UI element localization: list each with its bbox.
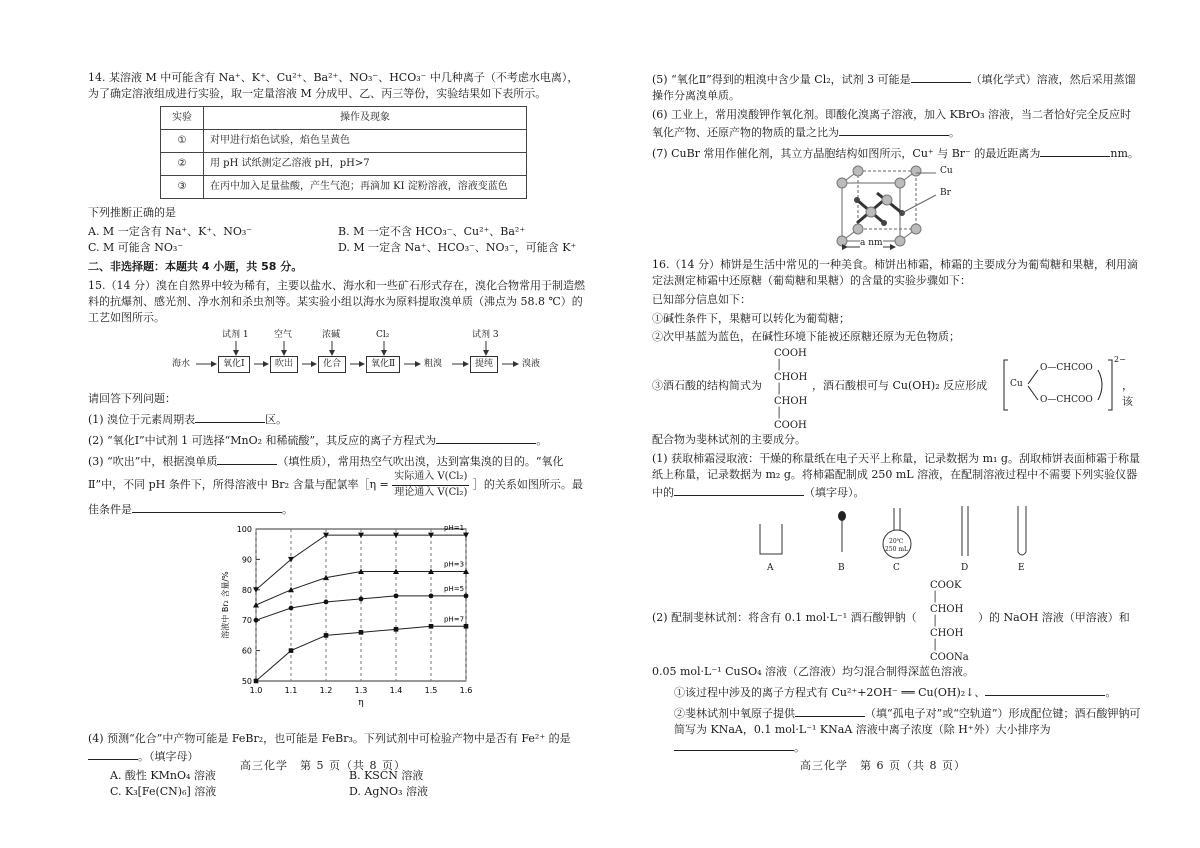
complex-charge: 2− (1114, 355, 1126, 365)
y-axis-label: 溶液中 Br₂ 含量/% (221, 571, 230, 639)
apparatus-a: A (767, 563, 774, 574)
table-header-row (161, 106, 527, 129)
bromine-chart (88, 521, 588, 731)
info-3 (652, 348, 1142, 432)
data-point (324, 633, 329, 638)
apparatus-b: B (838, 563, 845, 574)
section-title: 二、非选择题：本题共 4 小题，共 58 分。 (88, 259, 303, 273)
data-point (254, 618, 259, 623)
table-cell: 对甲进行焰色试验，焰色呈黄色 (204, 129, 527, 152)
answer-blank[interactable] (985, 683, 1105, 696)
q16-part2-sub1-text: ①该过程中涉及的离子方程式有 Cu²⁺+2OH⁻ ══ Cu(OH)₂↓、 (674, 686, 986, 700)
group: CHOH (774, 396, 808, 408)
answer-blank[interactable] (911, 70, 971, 83)
answer-blank[interactable] (195, 410, 265, 423)
q15-part3-text3: ］的关系如图所示。最佳条件是 (88, 478, 583, 517)
q15-part6: (6) 工业上，常用溴酸钾作氧化剂。即酸化溴离子溶液，加入 KBrO₃ 溶液，当二者恰好完全反应时氧化产物、还原产物的物质的量之比为 。 (652, 107, 1132, 139)
q15-part3-text: (3) “吹出”中，根据溴单质 (88, 455, 218, 469)
group: COOK (930, 580, 962, 592)
flask-temp: 20℃ (889, 538, 904, 546)
q15-part7 (652, 144, 1142, 162)
complex-top: O—CHCOO (1040, 363, 1093, 374)
q16-part2-text: (2) 配制斐林试剂：将含有 0.1 mol·L⁻¹ 酒石酸钾钠（ (652, 611, 917, 625)
table-cell: ③ (161, 175, 204, 198)
flow-step-label: 粗溴 (424, 359, 443, 370)
y-tick-label: 100 (236, 525, 252, 535)
q15-part1-end: 区。 (265, 413, 288, 427)
label-br: Br (940, 187, 951, 198)
q15-part4-text: (4) 预测“化合”中产物可能是 FeBr₂，也可能是 FeBr₃。下列试剂中可检验产物中是否有 Fe²⁺ 的是 (88, 732, 571, 746)
x-tick-label: 1.4 (389, 686, 403, 696)
table-cell: 用 pH 试纸测定乙溶液 pH，pH>7 (204, 152, 527, 175)
q15-part5-text: (5) “氧化Ⅱ”得到的粗溴中含少量 Cl₂，试剂 3 可能是 (652, 73, 911, 86)
q16-part2-sub2-text: ②斐林试剂中氧原子提供 (674, 707, 795, 720)
q16-stem: 16.（14 分）柿饼是生活中常见的一种美食。柿饼出柿霜，柿霜的主要成分为葡萄糖和果糖，利用滴定法测定柿霜中还原糖（葡萄糖和果糖）的含量的实验步骤如下： (652, 257, 1138, 287)
flow-reagent: 试剂 3 (472, 330, 499, 341)
complex-bottom: O—CHCOO (1040, 395, 1093, 406)
q15-part5 (652, 70, 1142, 104)
flow-reagent: Cl₂ (376, 330, 390, 341)
y-tick-label: 80 (241, 585, 252, 595)
plot-frame (256, 529, 466, 681)
table-cell: 在丙中加入足量盐酸，产生气泡；再滴加 KI 淀粉溶液，溶液变蓝色 (204, 175, 527, 198)
label-edge: a nm (860, 237, 883, 250)
table-header: 操作及现象 (204, 106, 527, 129)
q14-stem: 14. 某溶液 M 中可能含有 Na⁺、K⁺、Cu²⁺、Ba²⁺、NO₃⁻、HCO₃⁻ 中几种离子（不考虑水电离），为了确定溶液组成进行实验，取一定量溶液 M 分成甲、乙、丙三等份，实验结果如下表所示。 (88, 71, 579, 100)
q15-ask: 请回答下列问题： (88, 392, 176, 406)
data-point (254, 679, 259, 684)
answer-blank[interactable] (436, 431, 536, 444)
answer-blank[interactable] (1040, 144, 1110, 157)
right-page (652, 70, 1142, 759)
x-tick-label: 1.6 (459, 686, 473, 696)
group: CHOH (930, 604, 964, 616)
group: CHOH (774, 372, 808, 384)
group: COOH (774, 348, 807, 360)
table-row (161, 175, 527, 198)
flow-reagent: 试剂 1 (222, 330, 249, 341)
q15-part2: (2) “氧化Ⅰ”中试剂 1 可选择“MnO₂ 和稀硫酸”，其反应的离子方程式为 。 (88, 431, 588, 449)
flow-step-box: 化合 (318, 356, 346, 373)
tartaric-acid-structure: COOH │ CHOH │ CHOH │ COOH (774, 348, 808, 432)
fraction-denominator: 理论通入 V(Cl₂) (394, 486, 468, 498)
q15-part6-text: (6) 工业上，常用溴酸钾作氧化剂。即酸化溴离子溶液，加入 KBrO₃ 溶液，当二者恰好完全反应时氧化产物、还原产物的物质的量之比为 (652, 107, 1132, 139)
flow-reagent: 空气 (274, 330, 293, 341)
fraction-numerator: 实际通入 V(Cl₂) (392, 470, 469, 486)
flow-step-box: 氧化Ⅰ (218, 356, 250, 373)
q15-part7-text: (7) CuBr 常用作催化剂，其立方晶胞结构如图所示，Cu⁺ 与 Br⁻ 的最近距离为 (652, 146, 1041, 160)
known-info-title: 已知部分信息如下： (652, 292, 751, 306)
complex-cu: Cu (1010, 379, 1023, 390)
process-flow-diagram (88, 329, 588, 387)
apparatus-row (652, 504, 1142, 578)
info-1: ①碱性条件下，果糖可以转化为葡萄糖； (652, 311, 850, 325)
series-label: pH=1 (444, 524, 465, 533)
x-tick-label: 1.2 (319, 686, 333, 696)
q14-ask: 下列推断正确的是 (88, 205, 176, 219)
y-tick-label: 50 (241, 677, 252, 687)
info-3-end: 配合物为斐林试剂的主要成分。 (652, 433, 806, 447)
option-d: D. M 一定含 Na⁺、HCO₃⁻、NO₃⁻，可能含 K⁺ (338, 240, 577, 254)
q15-stem: 15.（14 分）溴在自然界中较为稀有，主要以盐水、海水和一些矿石形式存在，溴化合物常用于制造燃料的抗爆剂、感光剂、净水剂和杀虫剂等。某实验小组以海水为原料提取溴单质（沸点为 58.8 ℃）的工艺如图所示。 (88, 278, 585, 324)
flow-step-box: 提纯 (470, 356, 498, 373)
q16-part1 (652, 451, 1142, 501)
data-point (429, 594, 434, 599)
flow-step-box: 氧化Ⅱ (366, 356, 400, 373)
option-d: D. AgNO₃ 溶液 (349, 784, 428, 798)
info-3-text3: ，该 (1122, 379, 1133, 409)
data-point (359, 630, 364, 635)
series-label: pH=3 (444, 560, 465, 569)
option-c: C. M 可能含 NO₃⁻ (88, 240, 184, 254)
apparatus-d: D (961, 563, 969, 574)
info-3-text: ③酒石酸的结构简式为 (652, 379, 762, 393)
q15-part5-end: （填化学式）溶液，然后采用蒸馏操作分离溴单质。 (652, 73, 1136, 102)
data-point (253, 602, 259, 608)
group: COOH (774, 420, 807, 432)
answer-blank[interactable] (88, 747, 138, 760)
data-point (394, 627, 399, 632)
info-3-text2: ，酒石酸根可与 Cu(OH)₂ 反应形成 (812, 379, 988, 393)
group: CHOH (930, 628, 964, 640)
x-tick-label: 1.3 (354, 686, 368, 696)
data-point (289, 648, 294, 653)
answer-blank[interactable] (674, 738, 794, 751)
kna-structure: COOK │ CHOH │ CHOH │ COONa (930, 580, 969, 664)
page-footer-left: 高三化学 第 5 页（共 8 页） (240, 759, 406, 772)
table-row (161, 152, 527, 175)
q16-part2-text2: ）的 NaOH 溶液（甲溶液）和 (978, 611, 1130, 625)
q16-part1-end: （填字母）。 (804, 486, 865, 500)
data-point (464, 624, 469, 629)
option-a: A. 酸性 KMnO₄ 溶液 (110, 769, 216, 782)
q16-part1-text: (1) 获取柿霜浸取液：干燥的称量纸在电子天平上称量，记录数据为 m₁ g。刮取柿饼表面柿霜于称量纸上称量，记录数据为 m₂ g。将柿霜配制成 250 mL 溶液，在配制溶液过程中不需要下列实验仪器中的 (652, 452, 1140, 500)
x-tick-label: 1.0 (249, 686, 263, 696)
experiment-table (160, 106, 527, 199)
answer-blank[interactable] (795, 704, 865, 717)
q16-part2-sub2-text2: （填“孤电子对”或“空轨道”）形成配位键；酒石酸钾钠可简写为 KNaA，0.1 mol·L⁻¹ KNaA 溶液中离子浓度（除 H⁺外）大小排序为 (674, 707, 1141, 736)
data-point (359, 597, 364, 602)
chart-svg (88, 521, 588, 731)
q15-part3-text2: （填性质），常用热空气吹出溴，达到富集溴的目的。“氧化Ⅱ”中，不同 pH 条件下，所得溶液中 Br₂ 含量与配氯率［η = (88, 455, 564, 492)
page-footer-right: 高三化学 第 6 页（共 8 页） (800, 759, 966, 772)
answer-blank[interactable] (132, 500, 282, 513)
q15-part2-text: (2) “氧化Ⅰ”中试剂 1 可选择“MnO₂ 和稀硫酸”，其反应的离子方程式为 (88, 434, 437, 448)
q16-part2-sub1: ①该过程中涉及的离子方程式有 Cu²⁺+2OH⁻ ══ Cu(OH)₂↓、 。 (652, 683, 1142, 701)
flow-end: 溴液 (522, 359, 541, 370)
flow-reagent: 浓碱 (322, 330, 341, 341)
flow-step-box: 吹出 (270, 356, 298, 373)
q15-part1-text: (1) 溴位于元素周期表 (88, 413, 196, 427)
q16-part2 (652, 580, 1142, 664)
table-header: 实验 (161, 106, 204, 129)
q14-options (88, 224, 588, 256)
table-row (161, 129, 527, 152)
apparatus-e: E (1018, 563, 1025, 574)
answer-blank[interactable] (217, 452, 277, 465)
x-tick-label: 1.1 (284, 686, 298, 696)
table-cell: ② (161, 152, 204, 175)
info-2: ②次甲基蓝为蓝色，在碱性环境下能被还原糖还原为无色物质； (652, 330, 960, 344)
group: COONa (930, 652, 969, 664)
data-point (394, 594, 399, 599)
answer-blank[interactable] (839, 123, 949, 136)
y-tick-label: 90 (241, 555, 252, 565)
copper-complex (1002, 355, 1126, 412)
flow-start: 海水 (172, 359, 191, 370)
data-point (464, 594, 469, 599)
option-b: B. KSCN 溶液 (349, 769, 424, 782)
q15-part7-end: nm。 (1110, 146, 1139, 160)
table-cell: ① (161, 129, 204, 152)
crystal-cell-figure (652, 165, 1142, 251)
data-point (289, 606, 294, 611)
y-tick-label: 60 (241, 646, 252, 656)
apparatus-drawings (652, 504, 1142, 564)
option-c: C. K₃[Fe(CN)₆] 溶液 (110, 784, 217, 798)
y-tick-label: 70 (241, 616, 252, 626)
label-cu: Cu (940, 165, 953, 176)
q15-part3: (3) “吹出”中，根据溴单质 （填性质），常用热空气吹出溴，达到富集溴的目的。“氧化Ⅱ”中，不同 pH 条件下，所得溶液中 Br₂ 含量与配氯率［η = $\frac{\text{实际通入 V(Cl₂)}}{\text{理论通入 V(Cl₂)}}$ ］的关系如图所示。最佳条件是 。 (88, 452, 588, 518)
data-point (429, 624, 434, 629)
flask-volume: 250 mL (885, 546, 909, 554)
q16-part2-text3: 0.05 mol·L⁻¹ CuSO₄ 溶液（乙溶液）均匀混合制得深蓝色溶液。 (652, 665, 975, 679)
option-a: A. M 一定含有 Na⁺、K⁺、NO₃⁻ (88, 224, 253, 238)
series-label: pH=5 (444, 585, 465, 594)
apparatus-c: C (893, 563, 900, 574)
q15-part4-end: 。（填字母） (138, 750, 199, 764)
crystal-cell-svg (652, 165, 1142, 251)
ratio-fraction (392, 470, 469, 500)
answer-blank[interactable] (674, 483, 804, 496)
option-b: B. M 一定不含 HCO₃⁻、Cu²⁺、Ba²⁺ (338, 224, 526, 238)
x-tick-label: 1.5 (424, 686, 438, 696)
left-page (88, 70, 588, 803)
x-axis-label: η (358, 698, 364, 709)
q15-part1 (88, 410, 588, 428)
data-point (324, 600, 329, 605)
q16-part2-sub2: ②斐林试剂中氧原子提供 （填“孤电子对”或“空轨道”）形成配位键；酒石酸钾钠可简写为 KNaA，0.1 mol·L⁻¹ KNaA 溶液中离子浓度（除 H⁺外）大小排序为。 (652, 704, 1142, 756)
series-label: pH=7 (444, 615, 465, 624)
